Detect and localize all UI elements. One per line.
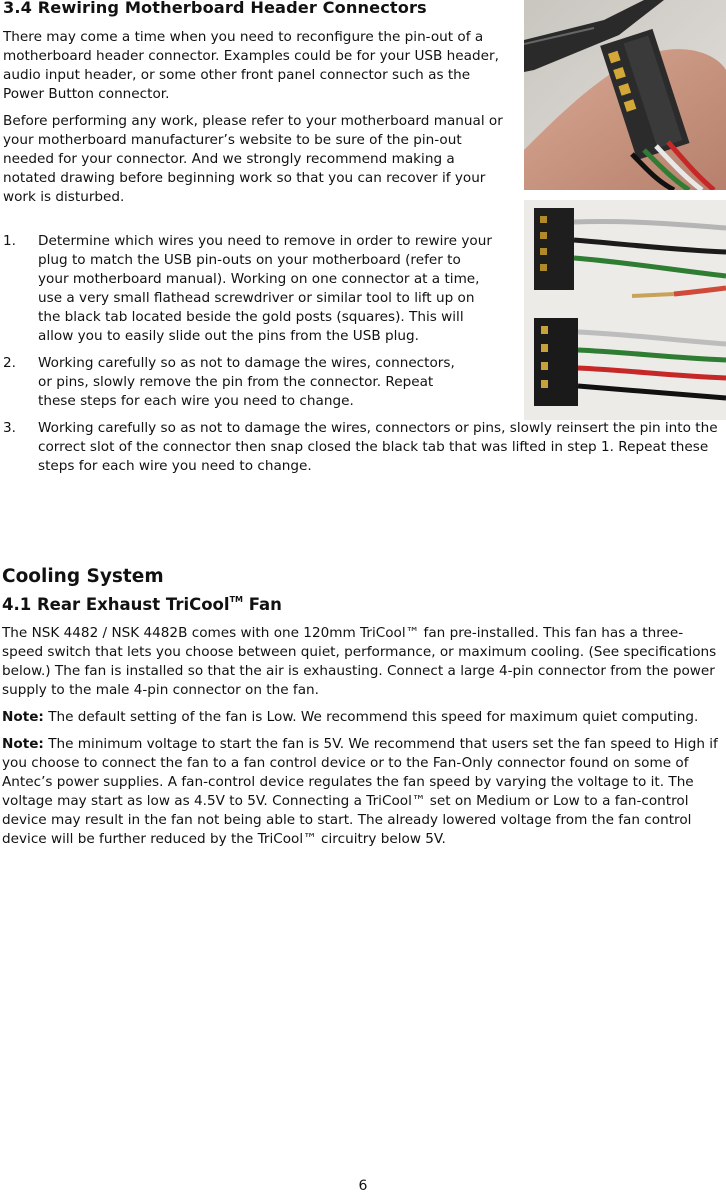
connector-photo-hand (524, 0, 726, 190)
step-text: Determine which wires you need to remove in order to rewire your plug to match the USB pin-outs on your motherboard (refer to your motherboard manual). Working on one connector at a time, use a very small flathead screwdriver or similar tool to lift up on the black tab located beside the gold posts (squares). This will allow you to easily slide out the pins from the USB plug. (38, 233, 492, 344)
note-label: Note: (2, 709, 44, 725)
step-text: Working carefully so as not to damage the wires, connectors, or pins, slowly remove the pin from the connector. Repeat these steps for each wire you need to change. (38, 355, 455, 409)
intro-paragraph-2: Before performing any work, please refer to your motherboard manual or your motherboard manufacturer’s website to be sure of the pin-out needed for your connector. And we strongly recommend making a notated drawing before beginning work so that you can recover if your work is disturbed. (3, 113, 503, 205)
connector-photo-wires (524, 200, 726, 420)
intro-text (3, 28, 503, 207)
step-number: 1. (3, 233, 16, 249)
cooling-title: Cooling System (2, 566, 164, 587)
note-minimum-voltage (2, 735, 724, 849)
fan-subheading-text: 4.1 Rear Exhaust TriCool (2, 595, 230, 614)
step-number: 3. (3, 420, 16, 436)
cooling-section (2, 566, 724, 849)
fan-subheading (2, 595, 724, 614)
step-text: Working carefully so as not to damage the wires, connectors or pins, slowly reinsert the pin into the correct slot of the connector then snap closed the black tab that was lifted in step 1. Repeat these steps for each wire you need to change. (38, 420, 718, 474)
fan-description: The NSK 4482 / NSK 4482B comes with one 120mm TriCool™ fan pre-installed. This fan has a three-speed switch that lets you choose between quiet, performance, or maximum cooling. (See specifications below.) The fan is installed so that the air is exhausting. Connect a large 4-pin connector from the power supply to the male 4-pin connector on the fan. (2, 625, 717, 698)
step-number: 2. (3, 355, 16, 371)
note-text: The default setting of the fan is Low. We recommend this speed for maximum quiet computing. (43, 709, 699, 725)
section-heading: 3.4 Rewiring Motherboard Header Connectors (3, 0, 427, 17)
fan-subheading-suffix: Fan (242, 595, 282, 614)
note-text: The minimum voltage to start the fan is 5V. We recommend that users set the fan speed to High if you choose to connect the fan to a fan control device or to the Fan-Only connector found on some of Antec’s power supplies. A fan-control device regulates the fan speed by varying the voltage to it. The voltage may start as low as 4.5V to 5V. Connecting a TriCool™ set on Medium or Low to a fan-control device may result in the fan not being able to start. The already lowered voltage from the fan control device will be further reduced by the TriCool™ circuitry below 5V. (2, 736, 718, 847)
intro-paragraph-1: There may come a time when you need to reconfigure the pin-out of a motherboard header connector. Examples could be for your USB header, audio input header, or some other front panel connector such as the Power Button connector. (3, 29, 499, 102)
note-default-speed (2, 708, 724, 727)
note-label: Note: (2, 736, 44, 752)
page-number: 6 (358, 1178, 368, 1194)
step-3 (3, 419, 723, 476)
photo-column (524, 0, 726, 420)
trademark-mark: TM (229, 595, 243, 604)
